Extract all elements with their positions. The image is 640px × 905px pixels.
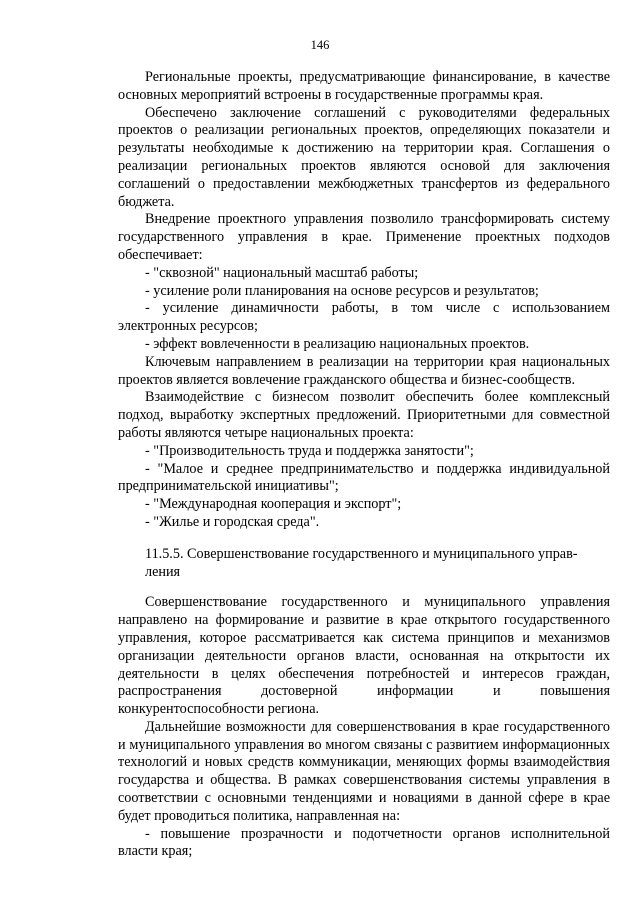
paragraph: Дальнейшие возможности для совершенствования в крае государственного и муниципального управления во многом связаны с развитием информационных технологий и новых средств коммуникации, меняющих формы взаимодействия государства и общества. В рамках совершенствования системы управления в соответствии с основными тенденциями и новациями в данной сфере в крае будет проводиться политика, направленная на: bbox=[118, 718, 610, 824]
section-heading-line2: ления bbox=[145, 563, 181, 580]
page-number: 146 bbox=[310, 38, 330, 52]
section-heading bbox=[118, 546, 610, 582]
list-item: - "Жилье и городская среда". bbox=[145, 513, 320, 530]
paragraph: Взаимодействие с бизнесом позволит обеспечить более комплексный подход, выработку экспертных предложений. Приоритетными для совместной работы являются четыре национальных проекта: bbox=[118, 389, 610, 441]
paragraph: Ключевым направлением в реализации на территории края национальных проектов является вовлечение гражданского общества и бизнес-сообществ. bbox=[118, 353, 610, 388]
list-item: - "Малое и среднее предпринимательство и поддержка индивидуальной предпринимательской инициативы"; bbox=[118, 460, 610, 495]
list-item: - эффект вовлеченности в реализацию национальных проектов. bbox=[145, 335, 530, 352]
paragraph: Региональные проекты, предусматривающие финансирование, в качестве основных мероприятий встроены в государственные программы края. bbox=[118, 69, 610, 103]
list-item: - повышение прозрачности и подотчетности органов исполнительной власти края; bbox=[118, 825, 610, 860]
list-item: - "сквозной" национальный масштаб работы; bbox=[145, 264, 419, 281]
list-item: - "Производительность труда и поддержка занятости"; bbox=[145, 442, 474, 459]
paragraph: Внедрение проектного управления позволило трансформировать систему государственного управления в крае. Применение проектных подходов обеспечивает: bbox=[118, 211, 610, 263]
section-heading-line1: 11.5.5. Совершенствование государственного и муниципального управ- bbox=[145, 545, 578, 562]
list-item: - "Международная кооперация и экспорт"; bbox=[145, 496, 402, 513]
list-item: - усиление динамичности работы, в том числе с использованием электронных ресурсов; bbox=[118, 300, 610, 335]
document-body bbox=[118, 69, 610, 861]
list-item: - усиление роли планирования на основе ресурсов и результатов; bbox=[145, 282, 539, 299]
paragraph: Совершенствование государственного и муниципального управления направлено на формирование и развитие в крае открытого государственного управления, которое рассматривается как система принципов и механизмов организации деятельности органов власти, основанная на открытости их деятельности в целях обеспечения потребностей и интересов граждан, распространения достоверной информации и повышения конкурентоспособности региона. bbox=[118, 594, 610, 718]
paragraph: Обеспечено заключение соглашений с руководителями федеральных проектов о реализации региональных проектов, определяющих показатели и результаты необходимые к достижению на территории края. Соглашения о реализации региональных проектов являются основой для заключения соглашений о предоставлении межбюджетных трансфертов из федерального бюджета. bbox=[118, 104, 610, 210]
